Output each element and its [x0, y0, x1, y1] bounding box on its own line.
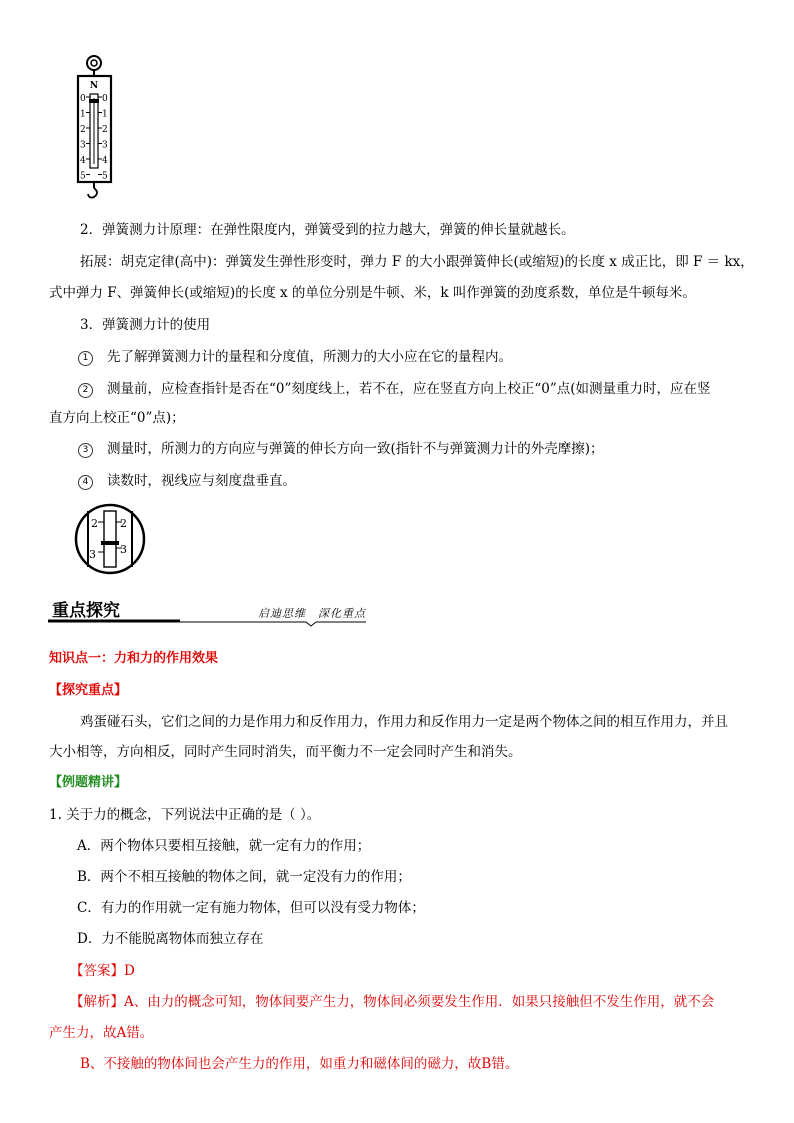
tick-label-right: 1	[102, 109, 108, 120]
usage-item-3: 3 测量时，所测力的方向应与弹簧的伸长方向一致(指针不与弹簧测力计的外壳摩擦)；	[78, 440, 604, 458]
option-b: B．两个不相互接触的物体之间，就一定没有力的作用；	[77, 869, 411, 885]
focus-text-2: 大小相等，方向相反，同时产生同时消失，而平衡力不一定会同时产生和消失。	[49, 744, 522, 760]
question-stem: 1. 关于力的概念，下列说法中正确的是（ ）。	[49, 807, 321, 823]
option-a: A．两个物体只要相互接触，就一定有力的作用；	[77, 838, 371, 854]
option-d: D．力不能脱离物体而独立存在	[77, 931, 264, 947]
usage-item-2: 2 测量前，应检查指针是否在“0”刻度线上，若不在，应在竖直方向上校正“0”点(如测量重力时，应在竖	[78, 380, 711, 398]
tick-label: 2	[120, 517, 127, 530]
tick-label-right: 3	[102, 140, 108, 151]
knowledge-title: 知识点一：力和力的作用效果	[49, 651, 219, 666]
pointer	[89, 99, 99, 103]
usage-title: 3．弹簧测力计的使用	[80, 317, 211, 333]
item-number-badge: 1	[78, 351, 93, 366]
hooke-line-2: 式中弹力 F、弹簧伸长(或缩短)的长度 x 的单位分别是牛顿、米，k 叫作弹簧的劲度系数，单位是牛顿每米。	[49, 285, 696, 301]
analysis-line-2: 产生力，故A错。	[49, 1025, 154, 1041]
tick-label: 3	[89, 548, 96, 561]
item-number-badge: 2	[78, 383, 93, 398]
tick-label-left: 4	[80, 156, 86, 166]
tick-label: 2	[91, 517, 98, 530]
tick-label-right: 5	[102, 171, 108, 182]
tick-label-right: 2	[102, 125, 108, 135]
spring-scale-figure	[70, 52, 120, 202]
item-number-badge: 4	[78, 475, 93, 490]
tick-label-left: 0	[80, 94, 86, 104]
item-number-badge: 3	[78, 443, 93, 458]
top-ring	[87, 56, 101, 70]
tick-label-left: 3	[80, 140, 86, 151]
scale-unit: N	[89, 81, 99, 91]
answer: 【答案】D	[70, 963, 135, 979]
analysis-line-3: B、不接触的物体间也会产生力的作用，如重力和磁体间的磁力，故B错。	[80, 1056, 519, 1072]
usage-item-2-cont: 直方向上校正“0”点)；	[49, 410, 185, 426]
section-tag-1: 启迪思维	[258, 607, 306, 620]
principle-title: 2．弹簧测力计原理：在弹性限度内，弹簧受到的拉力越大，弹簧的伸长量就越长。	[80, 222, 575, 238]
hooke-line-1: 拓展：胡克定律(高中)：弹簧发生弹性形变时，弹力 F 的大小跟弹簧伸长(或缩短)的长度 x 成正比，即 F ＝ kx，	[80, 254, 754, 270]
option-c: C．有力的作用就一定有施力物体，但可以没有受力物体；	[77, 900, 425, 916]
section-tag-2: 深化重点	[318, 607, 366, 620]
tick-label-left: 1	[80, 109, 86, 120]
section-underline	[48, 618, 368, 628]
usage-item-4: 4 读数时，视线应与刻度盘垂直。	[78, 472, 296, 490]
tick-label-right: 4	[102, 156, 108, 166]
usage-item-1: 1 先了解弹簧测力计的量程和分度值，所测力的大小应在它的量程内。	[78, 348, 512, 366]
tick-label: 3	[120, 543, 127, 556]
focus-label: 【探究重点】	[49, 683, 128, 698]
focus-text-1: 鸡蛋碰石头，它们之间的力是作用力和反作用力，作用力和反作用力一定是两个物体之间的相互作用力，并且	[80, 714, 728, 730]
tick-label-left: 5	[80, 171, 86, 182]
pointer	[101, 541, 119, 545]
analysis-line-1: 【解析】A、由力的概念可知，物体间要产生力，物体间必须要发生作用．如果只接触但不发生作用，就不会	[70, 994, 715, 1010]
tick-label-left: 2	[80, 125, 86, 135]
reading-scale-figure	[74, 503, 146, 575]
example-label: 【例题精讲】	[49, 775, 128, 790]
section-title: 重点探究	[52, 601, 120, 621]
hook	[88, 188, 97, 198]
tick-label-right: 0	[102, 94, 108, 104]
